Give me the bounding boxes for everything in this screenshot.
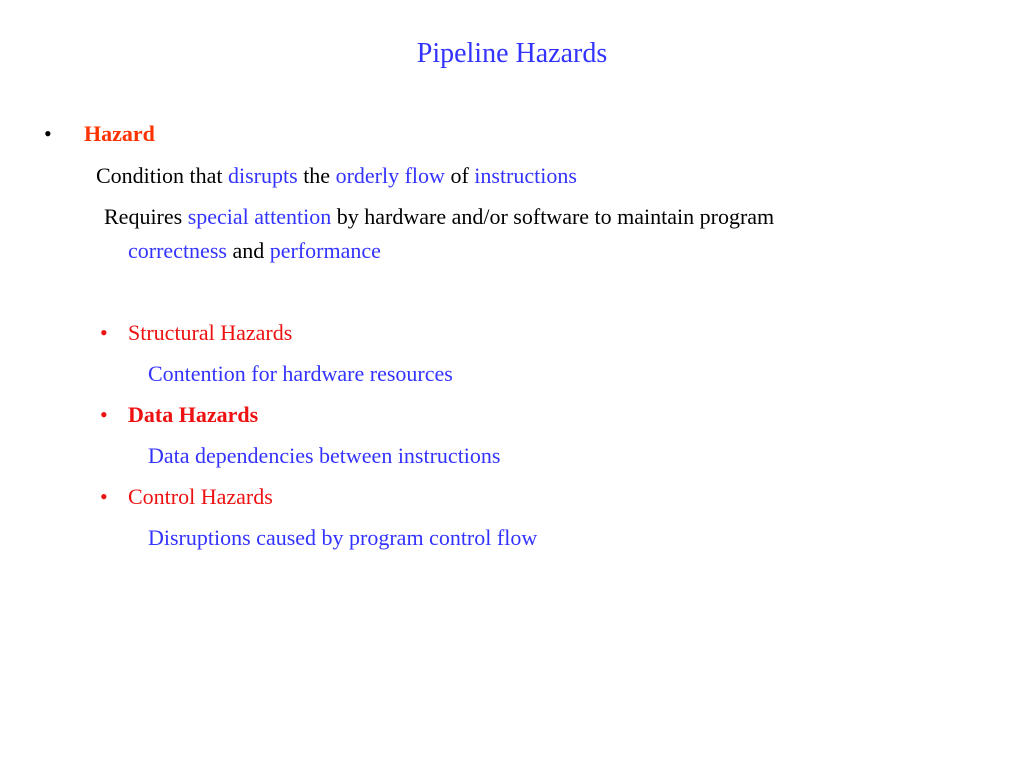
condition-text: Condition that bbox=[96, 163, 228, 188]
requires-keyword-performance: performance bbox=[269, 238, 381, 263]
hazard-type-data: Data Hazards bbox=[128, 402, 259, 427]
hazard-type-structural: Structural Hazards bbox=[128, 320, 293, 345]
hazard-type-control: Control Hazards bbox=[128, 484, 273, 509]
condition-keyword-disrupts: disrupts bbox=[228, 163, 298, 188]
condition-keyword-instructions: instructions bbox=[474, 163, 577, 188]
condition-text: the bbox=[297, 163, 336, 188]
condition-keyword-orderly-flow: orderly flow bbox=[335, 163, 445, 188]
bullet-icon: • bbox=[100, 484, 108, 509]
bullet-icon: • bbox=[100, 320, 108, 345]
requires-text: Requires bbox=[104, 204, 188, 229]
hazard-condition bbox=[96, 161, 577, 191]
hazard-requires-line-1 bbox=[104, 202, 774, 232]
requires-text: and bbox=[226, 238, 270, 263]
hazard-type-structural-description: Contention for hardware resources bbox=[148, 361, 453, 386]
requires-keyword-correctness: correctness bbox=[128, 238, 227, 263]
hazard-requires-line-2 bbox=[128, 236, 381, 266]
requires-keyword-special-attention: special attention bbox=[187, 204, 332, 229]
hazard-type-data-description: Data dependencies between instructions bbox=[148, 443, 501, 468]
hazard-type-control-description: Disruptions caused by program control flow bbox=[148, 525, 538, 550]
bullet-icon: • bbox=[44, 121, 52, 146]
condition-text: of bbox=[444, 163, 475, 188]
bullet-icon: • bbox=[100, 402, 108, 427]
slide-title: Pipeline Hazards bbox=[416, 38, 608, 69]
requires-text: by hardware and/or software to maintain program bbox=[331, 204, 775, 229]
hazard-heading: Hazard bbox=[84, 121, 155, 146]
